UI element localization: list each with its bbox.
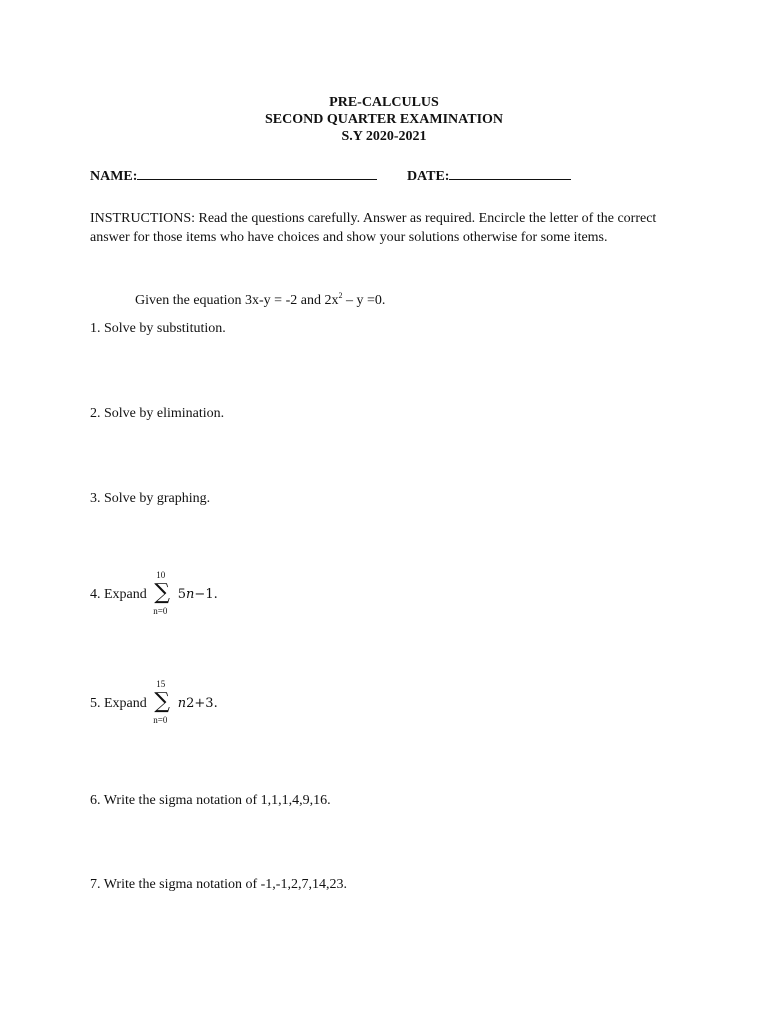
school-year: S.Y 2020-2021 (341, 129, 427, 144)
sigma-icon: ∑ (154, 580, 170, 605)
name-label: NAME: (90, 169, 138, 184)
question-4 (90, 570, 218, 616)
question-4-label: 4. Expand (90, 587, 147, 603)
given-exponent: 2 (338, 291, 343, 300)
expr-remainder: −1. (194, 587, 218, 603)
question-6: 6. Write the sigma notation of 1,1,1,4,9,16. (90, 793, 331, 808)
expr-variable: n (186, 587, 195, 603)
exam-title: SECOND QUARTER EXAMINATION (264, 112, 504, 127)
sigma-expression (178, 696, 218, 711)
name-date-row (90, 165, 571, 186)
date-label: DATE: (406, 169, 450, 184)
given-equation (135, 292, 385, 310)
exam-header (0, 94, 768, 145)
question-5 (90, 679, 218, 725)
expr-coefficient: 5 (177, 587, 187, 603)
sigma-upper-limit: 10 (156, 570, 166, 580)
question-2: 2. Solve by elimination. (90, 406, 225, 421)
sigma-expression (178, 587, 218, 602)
sigma-notation (153, 570, 172, 616)
question-5-label: 5. Expand (90, 696, 147, 712)
sigma-lower-limit: n=0 (153, 715, 168, 725)
question-1: 1. Solve by substitution. (90, 321, 226, 336)
question-3: 3. Solve by graphing. (90, 491, 211, 506)
subject-title: PRE-CALCULUS (329, 95, 439, 110)
sigma-lower-limit: n=0 (153, 606, 168, 616)
expr-remainder: 2+3. (186, 696, 218, 712)
name-blank-line (137, 165, 377, 180)
date-blank-line (449, 165, 571, 180)
sigma-icon: ∑ (154, 689, 170, 714)
sigma-notation (153, 679, 172, 725)
instructions-text: INSTRUCTIONS: Read the questions carefully. Answer as required. Encircle the letter of the correct answer for those items who have choices and show your solutions otherwise for some items. (90, 211, 657, 245)
given-suffix: – y =0. (342, 293, 386, 308)
expr-variable: n (177, 696, 187, 712)
given-prefix: Given the equation 3x-y = -2 and 2x (135, 293, 339, 308)
question-7: 7. Write the sigma notation of -1,-1,2,7,14,23. (90, 877, 347, 892)
sigma-upper-limit: 15 (156, 679, 166, 689)
